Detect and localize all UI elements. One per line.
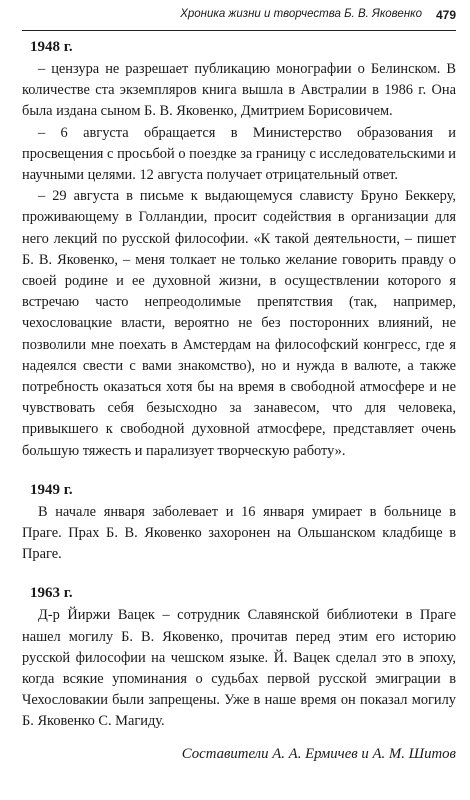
paragraph: В начале января заболевает и 16 января умирает в больнице в Праге. Прах Б. В. Яковенко захоронен на Ольшанском кладбище в Праге. [22, 503, 456, 563]
paragraph: Д-р Йиржи Вацек – сотрудник Славянской библиотеки в Праге нашел могилу Б. В. Яковенко, прочитав перед этим его историю русской философии на чешском языке. Й. Вацек сделал это в эпоху, когда всякие упоминания о судьбах первой русской эмиграции в Чехословакии были запрещены. Уже в наше время он показал могилу Б. Яковенко С. Магиду. [22, 607, 456, 730]
paragraph: – 29 августа в письме к выдающемуся слависту Бруно Беккеру, проживающему в Голландии, просит содействия в организации для него лекций по русской философии. «К такой деятельности, – пишет Б. В. Яковенко, – меня толкает не только желание говорить правду о своей родине и ее духовной жизни, в осуществлении которого я встречаю часто непреодолимые препятствия (так, например, чехословацкие власти, вероятно не без посторонних влияний, не позволили мне поехать в Амстердам на философский конгресс, где я надеялся свести с вами знакомство), но и нужда в валюте, а также потребность оказаться хотя бы на время в свободной атмосфере и не чувствовать себя безысходно за занавесом, что для человека, привыкшего к свободной духовной атмосфере, представляет очень большую тяжесть и парализует творческую работу». [22, 188, 456, 459]
compilers-signature: Составители А. А. Ермичев и А. М. Шитов [181, 746, 456, 762]
year-heading: 1948 г. [30, 39, 73, 55]
section-1963 [22, 582, 456, 732]
running-header [22, 8, 456, 31]
year-heading: 1963 г. [30, 585, 73, 602]
paragraph: – цензура не разрешает публикацию монографии о Белинском. В количестве ста экземпляров книга вышла в Австралии в 1986 г. Она была издана сыном Б. В. Яковенко, Дмитрием Борисовичем. [22, 61, 456, 120]
page-number: 479 [435, 8, 456, 22]
section-1948 [22, 36, 456, 462]
section-1949 [22, 479, 456, 566]
running-title: Хроника жизни и творчества Б. В. Яковенко [180, 8, 422, 20]
paragraph: – 6 августа обращается в Министерство образования и просвещения с просьбой о поездке за границу с исследовательскими и научными целями. 12 августа получает отрицательный ответ. [22, 124, 456, 184]
year-heading: 1949 г. [30, 481, 73, 498]
page-body [22, 36, 456, 750]
